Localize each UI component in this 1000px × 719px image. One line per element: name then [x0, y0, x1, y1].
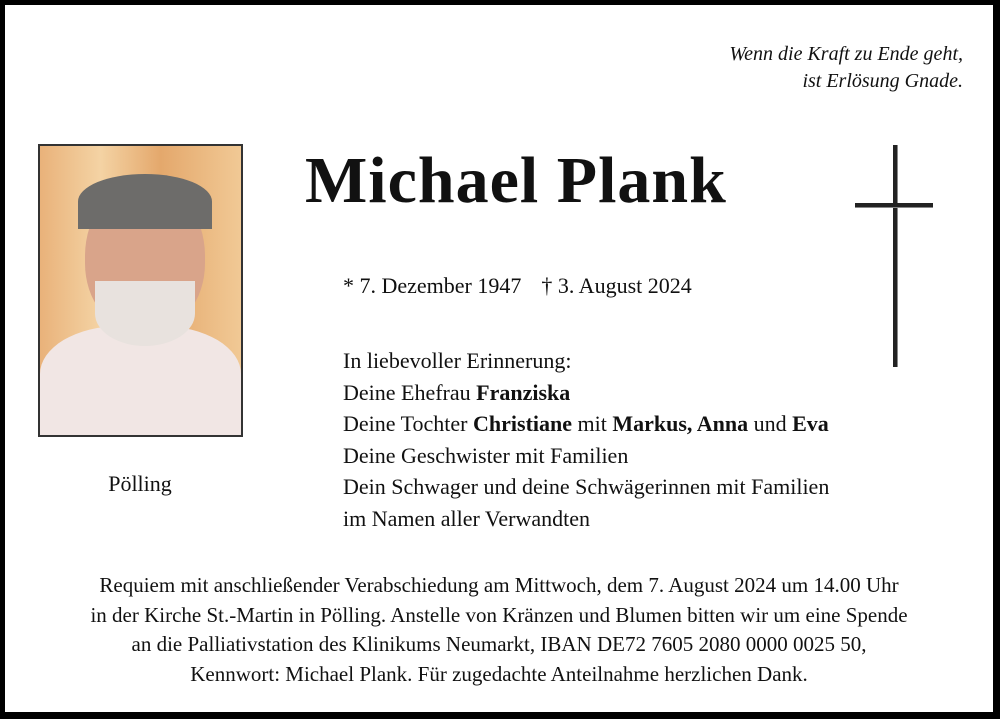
place: Pölling: [108, 471, 172, 496]
cross-icon: [893, 145, 898, 367]
family-line: im Namen aller Verwandten: [343, 505, 591, 531]
family-line: Dein Schwager und deine Schwägerinnen mit Familien: [343, 474, 830, 499]
portrait-photo: [38, 144, 243, 437]
footer-line: Kennwort: Michael Plank. Für zugedachte Anteilnahme herzlichen Dank.: [190, 661, 808, 686]
quote: [729, 41, 963, 95]
footer-line: in der Kirche St.-Martin in Pölling. Anstelle von Kränzen und Blumen bitten wir um eine Spende: [90, 602, 908, 627]
footer-line: an die Palliativstation des Klinikums Neumarkt, IBAN DE72 7605 2080 0000 0025 50,: [131, 632, 867, 656]
death-date: † 3. August 2024: [541, 273, 692, 298]
life-dates: [343, 273, 712, 299]
footer-line: Requiem mit anschließender Verabschiedung am Mittwoch, dem 7. August 2024 um 14.00 Uhr: [99, 573, 899, 597]
quote-line: ist Erlösung Gnade.: [802, 70, 963, 92]
quote-line: Wenn die Kraft zu Ende geht,: [729, 43, 963, 65]
photo-beard: [95, 281, 195, 346]
birth-date: * 7. Dezember 1947: [343, 273, 522, 298]
family-line: Deine Tochter Christiane mit Markus, Anna und Eva: [343, 411, 829, 436]
obituary-card: [5, 5, 993, 712]
photo-hair: [78, 174, 212, 229]
cross-icon-bar: [855, 203, 933, 208]
service-details: [5, 571, 993, 689]
deceased-name: Michael Plank: [305, 144, 727, 217]
family-list: [343, 345, 829, 534]
family-line: Deine Ehefrau Franziska: [343, 379, 571, 405]
family-line: Deine Geschwister mit Familien: [343, 442, 629, 468]
family-line: In liebevoller Erinnerung:: [343, 348, 572, 373]
